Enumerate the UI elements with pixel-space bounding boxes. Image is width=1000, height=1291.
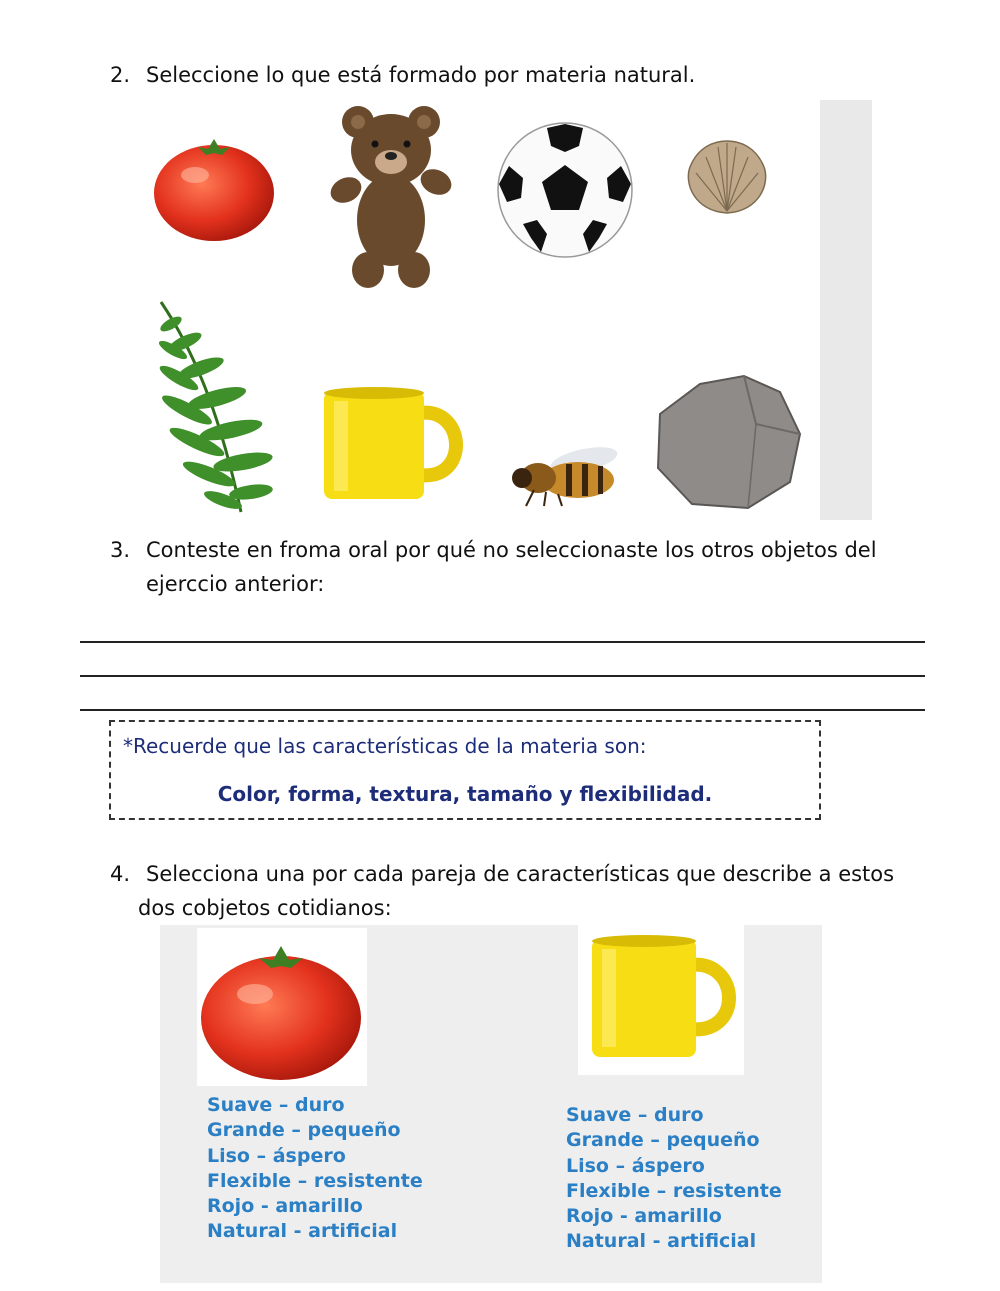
question-text: Selecciona una por cada pareja de características que describe a estos [146,862,895,886]
reminder-characteristics: Color, forma, textura, tamaño y flexibilidad. [217,782,713,806]
characteristic-pair[interactable]: Grande – pequeño [207,1119,401,1142]
tomato-icon [197,928,367,1086]
tomato-card [197,928,367,1086]
characteristic-pair[interactable]: Flexible – resistente [566,1179,782,1202]
reminder-intro: *Recuerde que las características de la materia son: [123,734,647,758]
characteristic-pair[interactable]: Flexible – resistente [207,1169,423,1192]
tomato-characteristics-list [207,1093,423,1245]
side-strip [820,100,872,520]
mug-icon [578,925,744,1075]
characteristic-pair[interactable]: Natural - artificial [566,1230,757,1253]
characteristic-pair[interactable]: Liso – áspero [566,1154,705,1177]
soccer-ball-image[interactable] [495,120,635,264]
characteristic-pair[interactable]: Grande – pequeño [566,1129,760,1152]
question-number: 4. [110,862,131,886]
question-2-heading [110,58,695,92]
question-3-continuation: ejerccio anterior: [146,572,325,596]
characteristic-pair[interactable]: Liso – áspero [207,1144,346,1167]
mug-card [578,925,744,1075]
characteristic-pair[interactable]: Natural - artificial [207,1220,398,1243]
mug-characteristics-list [566,1103,782,1255]
answer-line[interactable] [80,641,925,643]
question-number: 2. [110,63,131,87]
question-number: 3. [110,538,131,562]
reminder-box [109,720,821,820]
rock-image[interactable] [652,372,804,516]
question-4-heading [110,857,894,891]
seashell-image[interactable] [682,137,772,221]
answer-line[interactable] [80,675,925,677]
characteristic-pair[interactable]: Rojo - amarillo [207,1195,363,1218]
answer-line[interactable] [80,709,925,711]
tomato-image[interactable] [150,135,278,249]
bee-image[interactable] [508,440,628,512]
question-3-heading [110,533,877,567]
yellow-mug-image[interactable] [320,385,466,507]
characteristic-pair[interactable]: Rojo - amarillo [566,1205,722,1228]
question-text: Conteste en froma oral por qué no seleccionaste los otros objetos del [146,538,877,562]
characteristic-pair[interactable]: Suave – duro [207,1094,345,1116]
question-text: Seleccione lo que está formado por materia natural. [146,63,696,87]
question-4-continuation: dos cobjetos cotidianos: [138,896,392,920]
characteristic-pair[interactable]: Suave – duro [566,1104,704,1126]
fern-leaf-image[interactable] [143,298,283,520]
teddy-bear-image[interactable] [330,100,452,294]
